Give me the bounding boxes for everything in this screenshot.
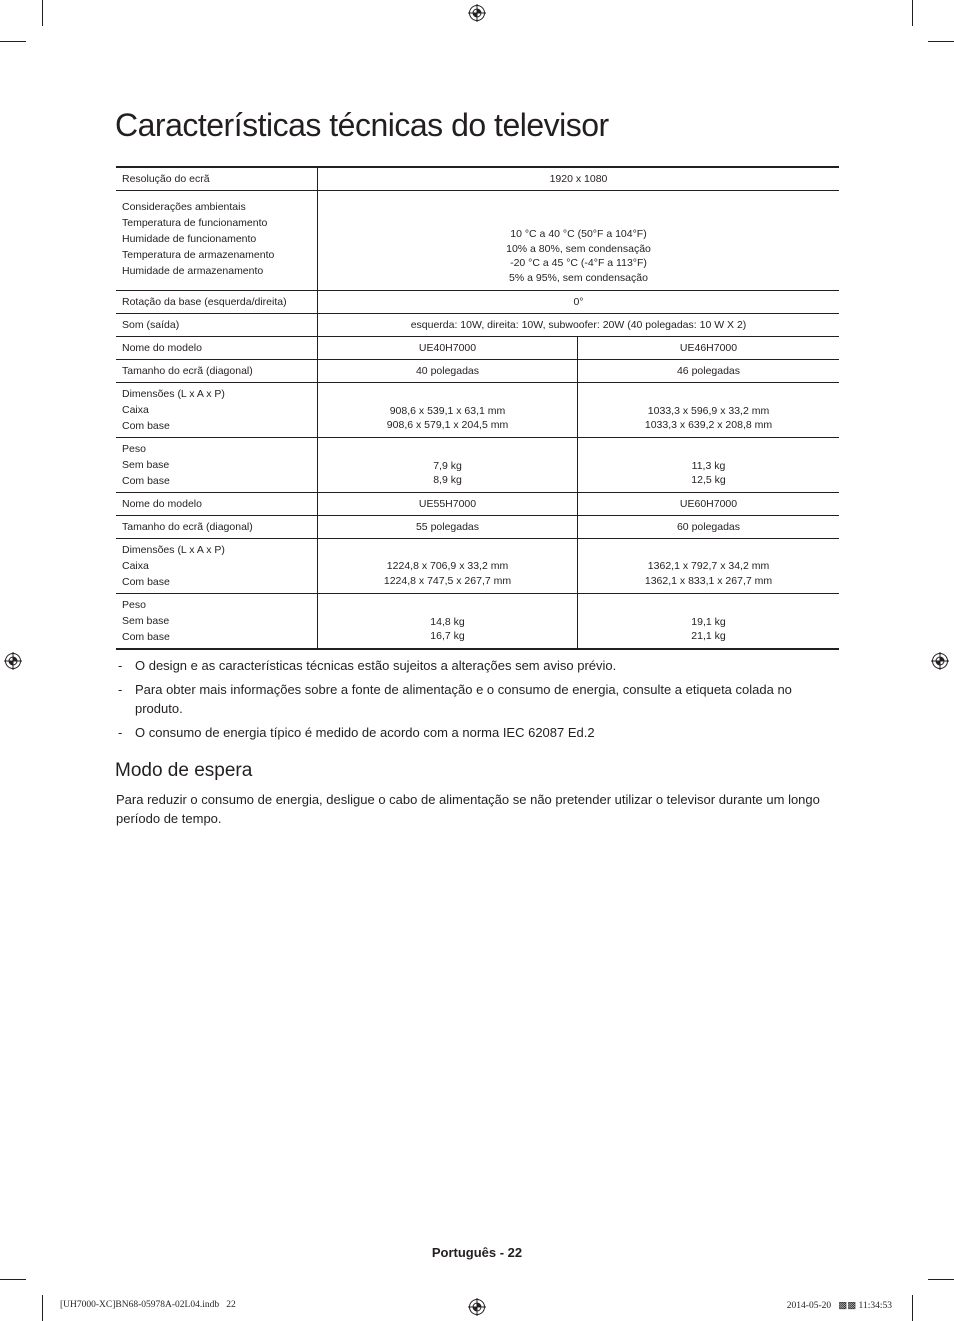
table-row (116, 539, 839, 594)
table-row (116, 493, 839, 516)
model-cell: UE60H7000 (578, 493, 840, 516)
value-line: 1362,1 x 833,1 x 267,7 mm (644, 575, 773, 587)
section-heading: Modo de espera (115, 760, 253, 781)
value-line: 10 °C a 40 °C (50°F a 104°F) (510, 228, 647, 240)
value-line: 1224,8 x 747,5 x 267,7 mm (383, 575, 512, 587)
row-label: Tamanho do ecrã (diagonal) (116, 360, 318, 383)
section-paragraph: Para reduzir o consumo de energia, desligue o cabo de alimentação se não pretender utilizar o televisor durante um longo período de tempo. (116, 792, 820, 826)
value-line: 908,6 x 539,1 x 63,1 mm (389, 405, 506, 417)
table-row (116, 191, 839, 291)
bullet-dash: - (118, 658, 123, 673)
label-line: Dimensões (L x A x P) (122, 388, 225, 400)
label-line: Com base (122, 631, 170, 643)
label-line: Sem base (122, 615, 170, 627)
label-line: Caixa (122, 404, 149, 416)
label-line: Peso (122, 599, 146, 611)
crop-mark (0, 1279, 26, 1280)
value-line: 1362,1 x 792,7 x 34,2 mm (647, 560, 770, 572)
list-item (116, 723, 816, 742)
spec-table (116, 166, 839, 650)
note-text: O consumo de energia típico é medido de acordo com a norma IEC 62087 Ed.2 (135, 725, 595, 740)
dimensions-cell (578, 383, 840, 438)
label-line: Peso (122, 443, 146, 455)
label-line: Temperatura de funcionamento (122, 217, 268, 229)
page-title: Características técnicas do televisor (115, 107, 609, 143)
crop-mark (912, 1295, 913, 1321)
size-cell: 60 polegadas (578, 516, 840, 539)
dimensions-cell (318, 383, 578, 438)
table-row (116, 594, 839, 650)
row-value: 0° (318, 291, 840, 314)
label-line: Temperatura de armazenamento (122, 249, 275, 261)
row-value (318, 191, 840, 291)
label-line: Dimensões (L x A x P) (122, 544, 225, 556)
value-line: 16,7 kg (430, 630, 465, 642)
table-row (116, 337, 839, 360)
value-line: 10% a 80%, sem condensação (506, 242, 651, 255)
label-line: Com base (122, 420, 170, 432)
registration-mark-icon (4, 652, 22, 670)
row-label: Rotação da base (esquerda/direita) (116, 291, 318, 314)
registration-mark-icon (468, 1298, 486, 1316)
table-row (116, 167, 839, 191)
label-line: Com base (122, 576, 170, 588)
crop-mark (42, 0, 43, 26)
value-line: 12,5 kg (691, 474, 726, 486)
print-slug-file: [UH7000-XC]BN68-05978A-02L04.indb 22 (60, 1300, 236, 1310)
bullet-dash: - (118, 725, 123, 740)
label-line: Com base (122, 475, 170, 487)
table-row (116, 314, 839, 337)
row-label (116, 539, 318, 594)
value-line: 1224,8 x 706,9 x 33,2 mm (386, 560, 509, 572)
row-label: Nome do modelo (116, 337, 318, 360)
model-cell: UE55H7000 (318, 493, 578, 516)
row-label: Som (saída) (116, 314, 318, 337)
value-line: 19,1 kg (691, 616, 726, 628)
size-cell: 46 polegadas (578, 360, 840, 383)
weight-cell (578, 438, 840, 493)
value-line: 1033,3 x 596,9 x 33,2 mm (647, 405, 770, 417)
row-label (116, 438, 318, 493)
table-row (116, 516, 839, 539)
size-cell: 55 polegadas (318, 516, 578, 539)
weight-cell (318, 438, 578, 493)
value-line: -20 °C a 45 °C (-4°F a 113°F) (510, 257, 647, 269)
print-slug-date: 2014-05-20 ▩▩ 11:34:53 (786, 1301, 892, 1311)
value-line: 8,9 kg (433, 474, 462, 486)
crop-mark (42, 1295, 43, 1321)
label-line: Humidade de funcionamento (122, 233, 257, 245)
crop-mark (928, 1279, 954, 1280)
value-line: 908,6 x 579,1 x 204,5 mm (386, 419, 509, 431)
table-row (116, 360, 839, 383)
list-item (116, 656, 816, 675)
row-label: Tamanho do ecrã (diagonal) (116, 516, 318, 539)
label-line: Caixa (122, 560, 149, 572)
value-line: 1033,3 x 639,2 x 208,8 mm (644, 419, 773, 431)
row-value: 1920 x 1080 (318, 167, 840, 191)
label-line: Sem base (122, 459, 170, 471)
table-row (116, 383, 839, 438)
note-text: Para obter mais informações sobre a fonte de alimentação e o consumo de energia, consulte a etiqueta colada no produto. (135, 682, 792, 716)
dimensions-cell (578, 539, 840, 594)
row-label (116, 383, 318, 438)
value-line: 14,8 kg (430, 616, 465, 628)
value-line: 5% a 95%, sem condensação (509, 271, 648, 284)
value-line: 11,3 kg (691, 460, 726, 472)
weight-cell (578, 594, 840, 650)
row-label: Resolução do ecrã (116, 167, 318, 191)
row-label (116, 594, 318, 650)
crop-mark (912, 0, 913, 26)
weight-cell (318, 594, 578, 650)
crop-mark (928, 41, 954, 42)
label-line: Considerações ambientais (122, 201, 246, 213)
model-cell: UE40H7000 (318, 337, 578, 360)
value-line: 21,1 kg (691, 630, 726, 642)
value-line: 7,9 kg (433, 460, 462, 472)
table-row (116, 438, 839, 493)
note-text: O design e as características técnicas estão sujeitos a alterações sem aviso prévio. (135, 658, 617, 673)
notes-list (116, 656, 816, 747)
model-cell: UE46H7000 (578, 337, 840, 360)
page-number: Português - 22 (431, 1245, 523, 1260)
row-label: Nome do modelo (116, 493, 318, 516)
table-row (116, 291, 839, 314)
crop-mark (0, 41, 26, 42)
bullet-dash: - (118, 682, 123, 697)
row-label (116, 191, 318, 291)
registration-mark-icon (468, 4, 486, 22)
dimensions-cell (318, 539, 578, 594)
list-item (116, 680, 816, 718)
label-line: Humidade de armazenamento (122, 265, 264, 277)
size-cell: 40 polegadas (318, 360, 578, 383)
row-value: esquerda: 10W, direita: 10W, subwoofer: 20W (40 polegadas: 10 W X 2) (318, 314, 840, 337)
registration-mark-icon (931, 652, 949, 670)
